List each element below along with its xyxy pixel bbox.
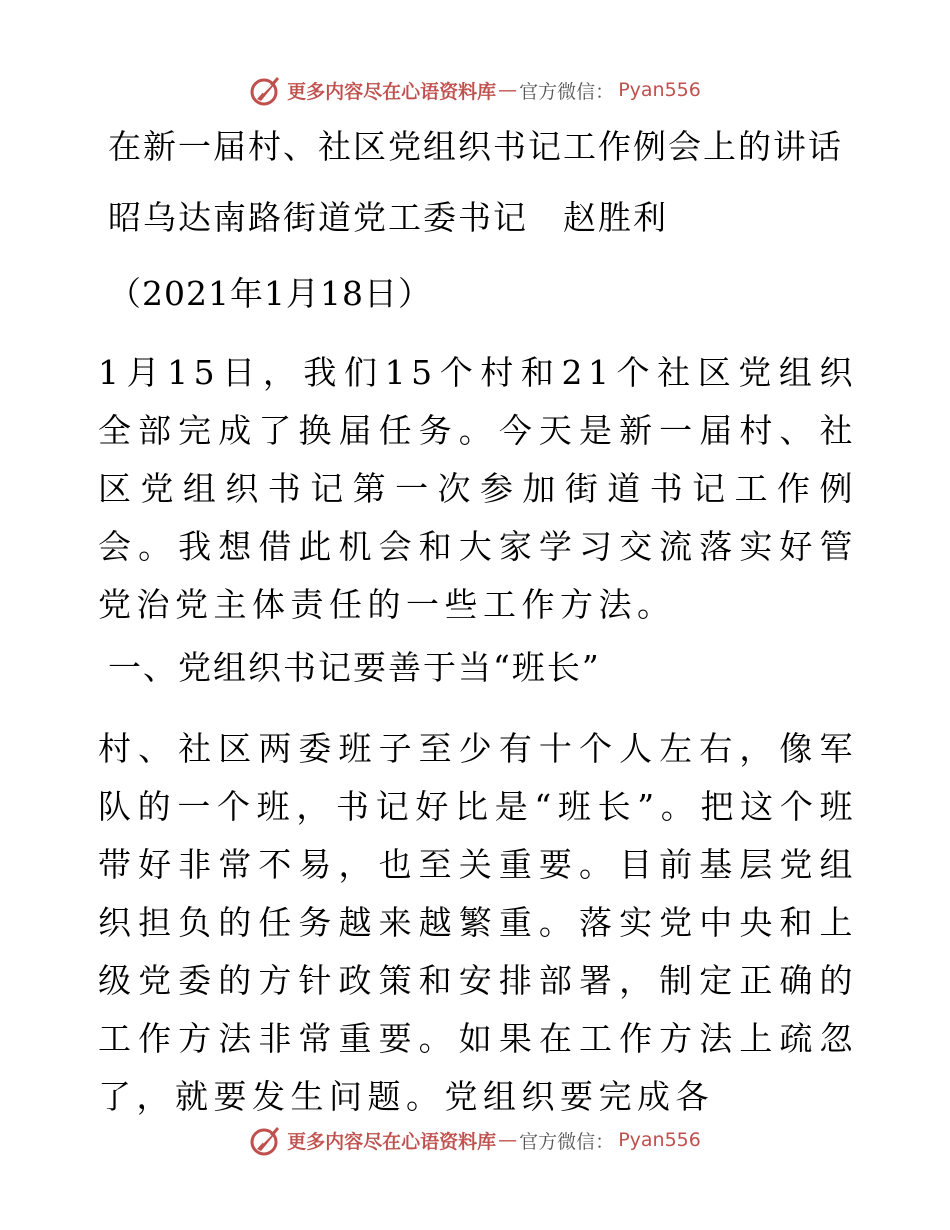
quill-logo-icon — [249, 73, 283, 107]
wechat-id: Pyan556 — [618, 1129, 701, 1151]
paragraph-intro: 1月15日，我们15个村和21个社区党组织全部完成了换届任务。今天是新一届村、社区党组织书记第一次参加街道书记工作例会。我想借此机会和大家学习交流落实好管党治党主体责任的一些工作方法。 — [98, 353, 858, 624]
banner-separator: — — [498, 79, 518, 101]
paragraph-section-1: 村、社区两委班子至少有十个人左右，像军队的一个班，书记好比是“班长”。把这个班带好非常不易，也至关重要。目前基层党组织担负的任务越来越繁重。落实党中央和上级党委的方针政策和安排部署，制定正确的工作方法非常重要。如果在工作方法上疏忽了，就要发生问题。党组织要完成各 — [98, 729, 858, 1116]
document-title: 在新一届村、社区党组织书记工作例会上的讲话 — [108, 127, 843, 166]
quill-logo-icon — [249, 1123, 283, 1157]
wechat-label: 官方微信： — [519, 1130, 615, 1153]
banner-separator: — — [498, 1129, 518, 1151]
document-date: （2021年1月18日） — [108, 274, 432, 313]
document-author: 昭乌达南路街道党工委书记 赵胜利 — [108, 198, 668, 237]
header-banner — [0, 70, 950, 110]
wechat-id: Pyan556 — [618, 79, 701, 101]
promo-text: 更多内容尽在心语资料库 — [287, 1130, 497, 1153]
section-heading-1: 一、党组织书记要善于当“班长” — [108, 648, 601, 687]
promo-text: 更多内容尽在心语资料库 — [287, 80, 497, 103]
wechat-label: 官方微信： — [519, 80, 615, 103]
footer-banner — [0, 1120, 950, 1160]
